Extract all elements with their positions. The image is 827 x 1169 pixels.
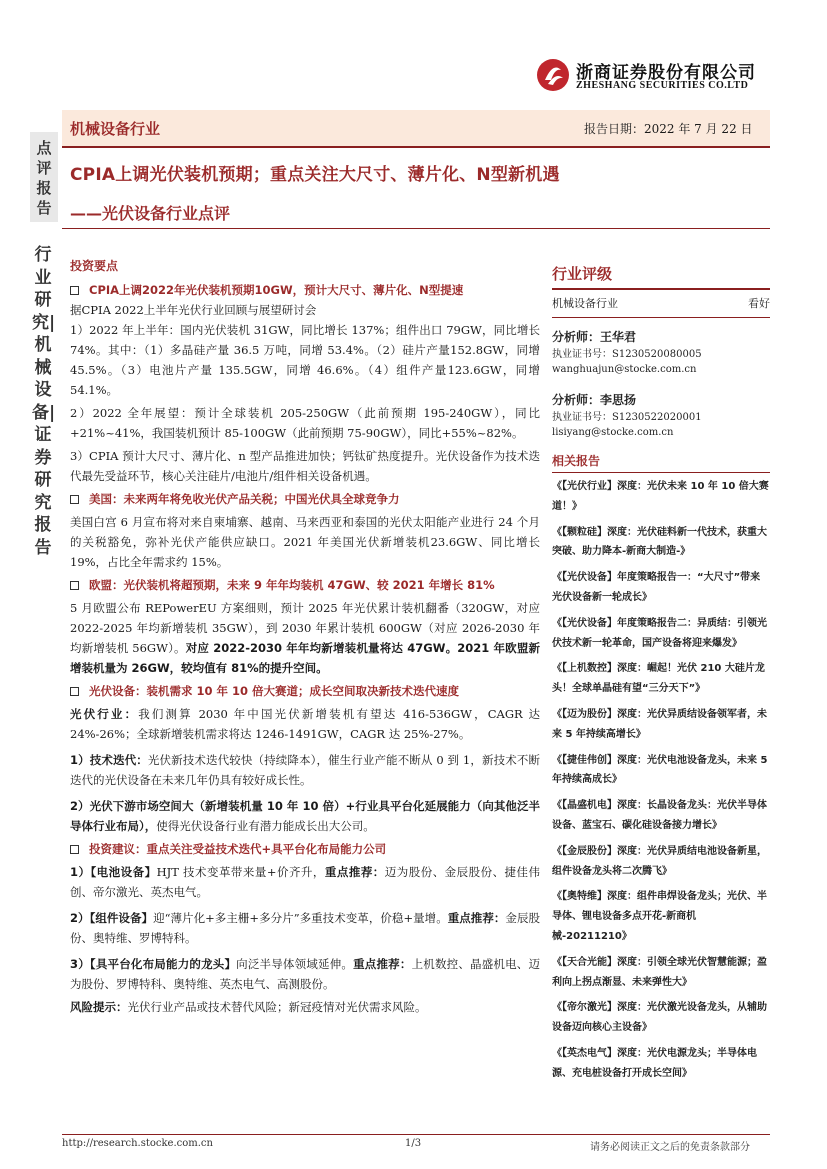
related-report-item[interactable]: 《【帝尔激光】深度：光伏激光设备龙头，从辅助设备迈向核心主设备》: [552, 1002, 767, 1034]
company-name-cn: 浙商证券股份有限公司: [576, 63, 756, 83]
analyst-email[interactable]: wanghuajun@stocke.com.cn: [552, 364, 697, 375]
rating-heading: 行业评级: [552, 265, 613, 283]
paragraph: 2）2022 全年展望：预计全球装机 205-250GW（此前预期 195-240GW），同比+21%~41%，我国装机预计 85-100GW（此前预期 75-90GW），同比+55%~82%。: [70, 406, 540, 440]
related-report-item[interactable]: 《【奥特维】深度：组件串焊设备龙头；光伏、半导体、锂电设备多点开花-新商机械-20211210》: [552, 891, 767, 942]
related-report-item[interactable]: 《【光伏设备】年度策略报告二：异质结：引领光伏技术新一轮革命，国产设备将迎来爆发》: [552, 617, 767, 649]
risk-paragraph: 风险提示：光伏行业产品或技术替代风险；新冠疫情对光伏需求风险。: [70, 1000, 427, 1014]
related-divider: [552, 472, 770, 473]
footer-url[interactable]: http://research.stocke.com.cn: [62, 1138, 213, 1149]
main-content: [70, 256, 540, 1017]
paragraph: 美国白宫 6 月宣布将对来自柬埔寨、越南、马来西亚和泰国的光伏太阳能产业进行 24 个月的关税豁免，弥补光伏产能供应缺口。2021 年美国光伏新增装机23.6GW、同比增长 19%，占比全年需求约 15%。: [70, 515, 540, 569]
related-report-item[interactable]: 《【光伏行业】深度：光伏未来 10 年 10 倍大赛道！》: [552, 481, 769, 512]
checkbox-bullet-icon: [70, 495, 79, 504]
industry-title: 机械设备行业: [70, 120, 161, 138]
analyst-email[interactable]: lisiyang@stocke.com.cn: [552, 427, 674, 438]
related-report-item[interactable]: 《【天合光能】深度：引领全球光伏智慧能源；盈利向上拐点渐显、未来弹性大》: [552, 956, 767, 988]
paragraph: 1）【电池设备】HJT 技术变革带来量+价齐升，重点推荐：迈为股份、金辰股份、捷佳伟创、帝尔激光、英杰电气。: [70, 865, 541, 899]
company-name-en: ZHESHANG SECURITIES CO.LTD: [576, 80, 749, 91]
paragraph: 1）2022 年上半年：国内光伏装机 31GW，同比增长 137%；组件出口 79GW，同比增长 74%。其中：（1）多晶硅产量 36.5 万吨，同增 53.4%。（2）硅片产量152.8GW，同增 45.5%。（3）电池片产量 135.5GW，同增 46.6%。（4）组件产量123.6GW，同增54.1%。: [70, 323, 540, 397]
rating-industry: 机械设备行业: [552, 297, 618, 310]
paragraph: 2）【组件设备】迎“薄片化+多主栅+多分片”多重技术变革，价稳+量增。重点推荐：金辰股份、奥特维、罗博特科。: [70, 911, 540, 945]
related-reports-heading: 相关报告: [552, 454, 601, 468]
report-type-tab: [30, 132, 58, 222]
section-heading: 投资要点: [70, 259, 119, 273]
bullet-heading-us: 美国：未来两年将免收光伏产品关税；中国光伏具全球竞争力: [70, 489, 540, 509]
paragraph: 5 月欧盟公布 REPowerEU 方案细则，预计 2025 年光伏累计装机翻番（320GW，对应 2022-2025 年均新增装机 35GW），到 2030 年累计装机 600GW（对应 2026-2030 年均新增装机 56GW）。对应 2022-2030 年年均新增装机量将达 47GW。2021 年欧盟新增装机量为 26GW，较均值有 81%的提升空间。: [70, 601, 540, 675]
zheshang-logo-icon: [536, 58, 570, 92]
related-report-item[interactable]: 《【英杰电气】深度：光伏电源龙头；半导体电源、充电桩设备打开成长空间》: [552, 1047, 757, 1079]
analyst-cert: 执业证书号：S1230522020001: [552, 412, 702, 423]
related-report-item[interactable]: 《【金辰股份】深度：光伏异质结电池设备新星，组件设备龙头将二次腾飞》: [552, 845, 767, 877]
rating-value: 看好: [748, 297, 770, 310]
paragraph: 2）光伏下游市场空间大（新增装机量 10 年 10 倍）+行业具平台化延展能力（向其他泛半导体行业布局），使得光伏设备行业有潜力能成长出大公司。: [70, 799, 540, 833]
checkbox-bullet-icon: [70, 845, 79, 854]
related-reports-list: [552, 477, 770, 1084]
paragraph: 3）CPIA 预计大尺寸、薄片化、n 型产品推进加快；钙钛矿热度提升。光伏设备作为技术迭代最先受益环节，核心关注硅片/电池片/组件相关设备机遇。: [70, 449, 540, 483]
rating-divider-thin: [552, 317, 770, 318]
analyst-cert: 执业证书号：S1230520080005: [552, 349, 702, 360]
checkbox-bullet-icon: [70, 687, 79, 696]
bullet-heading-eu: 欧盟：光伏装机将超预期，未来 9 年年均装机 47GW、较 2021 年增长 81%: [70, 575, 540, 595]
report-type-label: 点评报告: [36, 139, 52, 217]
related-report-item[interactable]: 《【迈为股份】深度：光伏异质结设备领军者，未来 5 年持续高增长》: [552, 708, 767, 740]
analyst-name: 分析师：李思扬: [552, 393, 637, 407]
checkbox-bullet-icon: [70, 581, 79, 590]
rating-row: [552, 295, 770, 311]
paragraph: 1）技术迭代：光伏新技术迭代较快（持续降本），催生行业产能不断从 0 到 1，新技术不断迭代的光伏设备在未来几年仍具有较好成长性。: [70, 753, 540, 787]
bullet-heading-advice: 投资建议：重点关注受益技术迭代+具平台化布局能力公司: [70, 839, 540, 859]
report-subtitle: ——光伏设备行业点评: [70, 204, 231, 223]
related-report-item[interactable]: 《【上机数控】深度：崛起！光伏 210 大硅片龙头！全球单晶硅有望“三分天下”》: [552, 663, 765, 695]
report-title: CPIA上调光伏装机预期；重点关注大尺寸、薄片化、N型新机遇: [70, 165, 560, 185]
analyst-name: 分析师：王华君: [552, 330, 637, 344]
title-divider: [62, 228, 770, 229]
rating-divider: [552, 288, 770, 290]
related-report-item[interactable]: 《【光伏设备】年度策略报告一：“大尺寸”带来光伏设备新一轮成长》: [552, 572, 761, 603]
bullet-heading-cpia: CPIA上调2022年光伏装机预期10GW，预计大尺寸、薄片化、N型提速: [70, 280, 540, 300]
sidebar: [552, 263, 770, 1090]
disclaimer-note: 请务必阅读正文之后的免责条款部分: [590, 1142, 750, 1153]
page-number: 1/3: [405, 1138, 422, 1149]
report-date: 报告日期：2022 年 7 月 22 日: [584, 122, 753, 136]
related-report-item[interactable]: 《【颗粒硅】深度：光伏硅料新一代技术，获重大突破、助力降本-新商大制造-》: [552, 526, 767, 558]
checkbox-bullet-icon: [70, 286, 79, 295]
header-divider: [62, 146, 770, 148]
company-logo: [536, 56, 776, 96]
paragraph: 光伏行业：我们测算 2030 年中国光伏新增装机有望达 416-536GW，CAGR 达24%-26%；全球新增装机需求将达 1246-1491GW，CAGR 达 25%-27%。: [70, 707, 540, 741]
paragraph: 3）【具平台化布局能力的龙头】向泛半导体领域延伸。重点推荐：上机数控、晶盛机电、迈为股份、罗博特科、奥特维、英杰电气、高测股份。: [70, 957, 540, 991]
related-report-item[interactable]: 《【晶盛机电】深度：长晶设备龙头：光伏半导体设备、蓝宝石、碳化硅设备接力增长》: [552, 800, 767, 831]
side-vertical-label: 行业研究|机械设备|证券研究报告: [32, 245, 56, 558]
related-report-item[interactable]: 《【捷佳伟创】深度：光伏电池设备龙头，未来 5 年持续高成长》: [552, 754, 768, 786]
footer-divider: [62, 1134, 770, 1135]
bullet-heading-equipment: 光伏设备：装机需求 10 年 10 倍大赛道；成长空间取决新技术迭代速度: [70, 681, 540, 701]
paragraph: 据CPIA 2022上半年光伏行业回顾与展望研讨会: [70, 303, 317, 317]
